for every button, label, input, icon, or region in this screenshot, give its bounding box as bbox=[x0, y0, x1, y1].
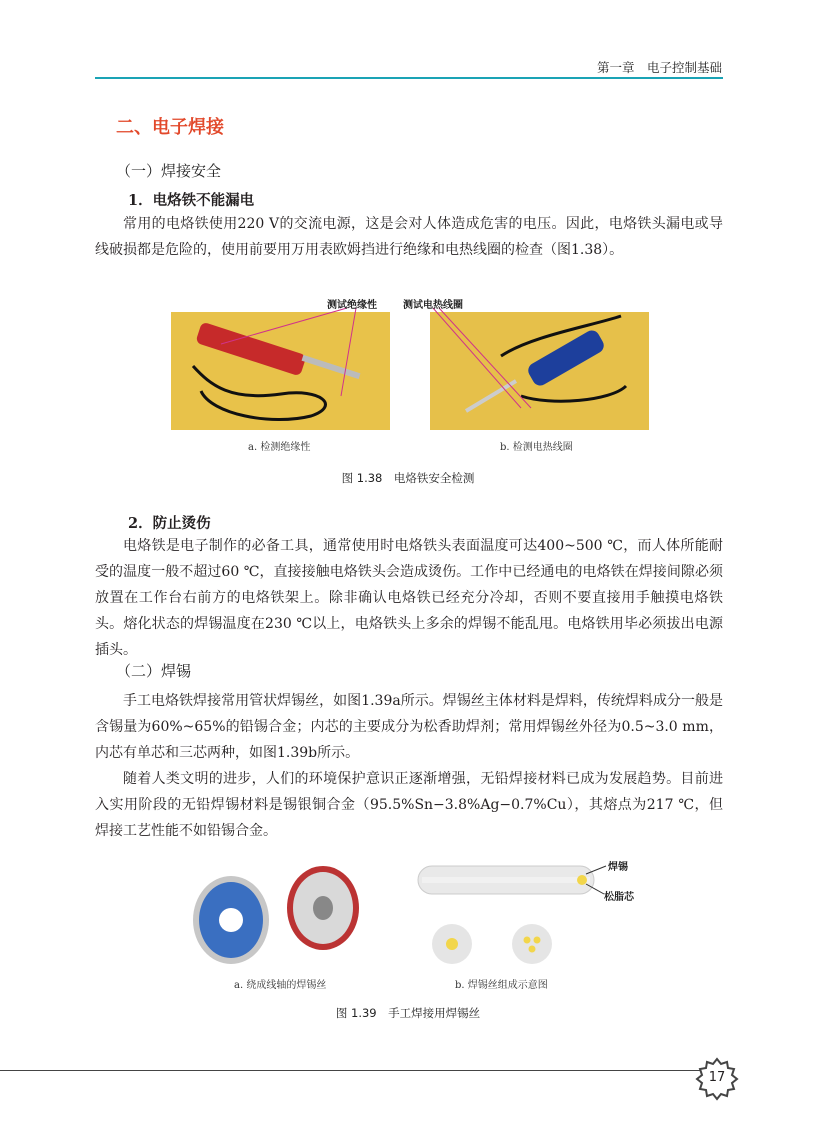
paragraph-leakage bbox=[95, 211, 723, 263]
label-solder: 焊锡 bbox=[608, 862, 628, 873]
figure-1-38-art bbox=[171, 296, 649, 436]
figure-1-38 bbox=[171, 296, 649, 436]
subcaption-a: a. 检测绝缘性 bbox=[248, 442, 311, 453]
paragraph-solder bbox=[95, 688, 723, 844]
subsection-title-solder: （二）焊锡 bbox=[116, 662, 192, 680]
page-number: 17 bbox=[708, 1070, 726, 1085]
item-title-burn: 2．防止烫伤 bbox=[128, 515, 211, 532]
subsection-title-safety: （一）焊接安全 bbox=[116, 162, 222, 180]
paragraph-text: 手工电烙铁焊接常用管状焊锡丝，如图1.39a所示。焊锡丝主体材料是焊料，传统焊料成分一般是含锡量为60%~65%的铅锡合金；内芯的主要成分为松香助焊剂；常用焊锡丝外径为0.5~3.0 mm，内芯有单芯和三芯两种，如图1.39b所示。 bbox=[95, 693, 723, 761]
header-rule bbox=[95, 77, 723, 79]
page-number-badge bbox=[695, 1057, 739, 1101]
item-title-leakage: 1．电烙铁不能漏电 bbox=[128, 192, 255, 209]
paragraph-text: 电烙铁是电子制作的必备工具，通常使用时电烙铁头表面温度可达400~500 ℃，而人体所能耐受的温度一般不超过60 ℃，直接接触电烙铁头会造成烫伤。工作中已经通电的电烙铁在焊接间隙必须放置在工作台右前方的电烙铁架上。除非确认电烙铁已经充分冷却，否则不要直接用手触摸电烙铁头。熔化状态的焊锡温度在230 ℃以上，电烙铁头上多余的焊锡不能乱甩。电烙铁用毕必须拔出电源插头。 bbox=[95, 538, 723, 658]
label-test-insulation: 测试绝缘性 bbox=[327, 300, 377, 311]
caption-fig-1-38: 图 1.38 电烙铁安全检测 bbox=[341, 471, 475, 485]
figure-1-39 bbox=[186, 858, 646, 973]
running-header: 第一章 电子控制基础 bbox=[596, 60, 722, 75]
subcaption-a-spool: a. 绕成线轴的焊锡丝 bbox=[234, 980, 327, 991]
label-test-coil: 测试电热线圈 bbox=[403, 300, 463, 311]
paragraph-text: 常用的电烙铁使用220 V的交流电源，这是会对人体造成危害的电压。因此，电烙铁头漏电或导线破损都是危险的，使用前要用万用表欧姆挡进行绝缘和电热线圈的检查（图1.38）。 bbox=[95, 216, 723, 258]
footer-rule bbox=[0, 1070, 700, 1071]
paragraph-burn bbox=[95, 533, 723, 663]
subcaption-b-diagram: b. 焊锡丝组成示意图 bbox=[455, 980, 548, 991]
caption-fig-1-39: 图 1.39 手工焊接用焊锡丝 bbox=[335, 1006, 481, 1020]
label-rosin-core: 松脂芯 bbox=[604, 892, 634, 903]
paragraph-text: 随着人类文明的进步，人们的环境保护意识正逐渐增强，无铅焊接材料已成为发展趋势。目前进入实用阶段的无铅焊锡材料是锡银铜合金（95.5%Sn−3.8%Ag−0.7%Cu），其熔点为217 ℃，但焊接工艺性能不如铅锡合金。 bbox=[95, 771, 723, 839]
subcaption-b: b. 检测电热线圈 bbox=[500, 442, 573, 453]
figure-1-39-art bbox=[186, 858, 646, 973]
section-title: 二、电子焊接 bbox=[116, 117, 224, 138]
